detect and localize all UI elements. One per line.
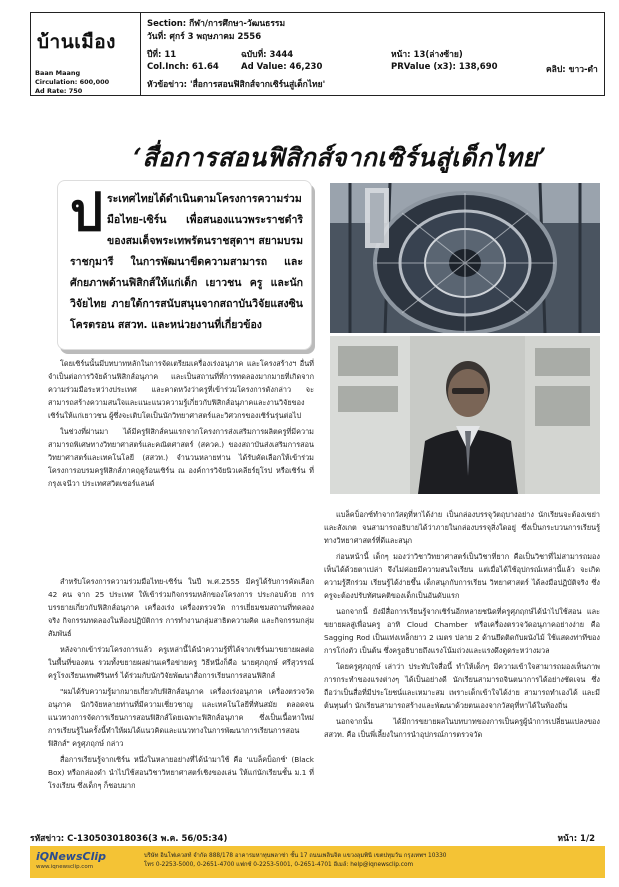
publication-en-name: Baan Maang	[35, 69, 81, 77]
body-column-1-lower	[48, 575, 314, 795]
teacher-portrait-photo	[330, 336, 600, 494]
footer-bar	[30, 846, 605, 878]
body-paragraph: นอกจากนั้น ได้มีการขยายผลในบทบาทของการเป็นครูผู้นำการเปลี่ยนแปลงของ สสวท. คือ เป็นพี่เลี้ยงในการนำอุปกรณ์การตรวจวัด	[324, 717, 600, 739]
body-paragraph: ก่อนหน้านี้ เด็กๆ มองว่าวิชาวิทยาศาสตร์เป็นวิชาที่ยาก คือเป็นวิชาที่ไม่สามารถมองเห็นได้ด้วยตาเปล่า จึงไม่ค่อยมีความสนใจเรียน แต่เมื่อได้ใช้อุปกรณ์เหล่านี้แล้ว จะเกิดความรู้สึกร่วม เรียนรู้ได้ง่ายขึ้น เด็กสนุกกับการเรียน วิทยาศาสตร์ ได้ลงมือปฏิบัติจริง ซึ่งครูจะต้องปรับทัศนคติของเด็กเป็นอันดับแรก	[324, 552, 600, 600]
clip-metadata	[141, 13, 604, 95]
body-paragraph: นอกจากนี้ ยังมีสื่อการเรียนรู้จากเซิร์นอีกหลายชนิดที่ครูศุภฤกษ์ได้นำไปใช้สอน และขยายผลสู่เพื่อนครู อาทิ Cloud Chamber หรือเครื่องตรวจวัดอนุภาคอย่างง่าย คือ Sagging Rod เป็นแท่งเหล็กยาว 2 เมตร ปลาย 2 ด้านยึดติดกับผนังไม้ ใช้แสดงท่าทีของการโก่งตัว เป็นต้น ซึ่งครูอธิบายถึงแรงโน้มถ่วงและแรงดึงดูดระหว่างมวล	[324, 607, 600, 655]
company-contact: โทร 0-2253-5000, 0-2651-4700 แฟกซ์ 0-2253-5001, 0-2651-4701 อีเมล์: help@iqnewsclip.com	[144, 862, 414, 868]
headline-field: หัวข้อข่าว: 'สื่อการสอนฟิสิกส์จากเซิร์นสู่เด็กไทย'	[147, 80, 326, 90]
year-field: ปีที่: 11	[147, 50, 177, 60]
body-column-1-upper	[48, 357, 314, 493]
iqnewsclip-logo[interactable]	[30, 846, 140, 878]
body-paragraph: โดยเซิร์นนั้นมีบทบาทหลักในการจัดเตรียมเครื่องเร่งอนุภาค และโครงสร้างฯ อื่นที่จำเป็นต่อการวิจัยด้านฟิสิกส์อนุภาค และเป็นสถานที่ที่การทดลองมากมายที่เกิดจากความร่วมมือระหว่างประเทศ และคาดหวังว่าครูที่เข้าร่วมโครงการดังกล่าว จะสามารถสร้างความสนใจและแนะแนวความรู้เกี่ยวกับฟิสิกส์อนุภาคและงานวิจัยของเซิร์นให้แก่เยาวชน ผู้ซึ่งจะเติบโตเป็นนักวิทยาศาสตร์และวิศวกรของเซิร์นรุ่นต่อไป	[48, 359, 314, 420]
ad-value-field: Ad Value: 46,230	[241, 62, 323, 72]
detector-illustration	[330, 183, 600, 333]
body-paragraph: หลังจากเข้าร่วมโครงการแล้ว ครูเหล่านี้ได้นำความรู้ที่ได้จากเซิร์นมาขยายผลต่อในพื้นที่ของตน รวมทั้งขยายผลผ่านเครือข่ายครู วิธีหนึ่งก็คือ นายศุภฤกษ์ ศรีสุวรรณ์ ครูโรงเรียนเทพศิรินทร์ ได้ร่วมกับนักวิจัยพัฒนาสื่อการเรียนการสอนฟิสิกส์	[48, 645, 314, 680]
drop-cap: ป	[70, 182, 104, 243]
date-field: วันที่: ศุกร์ 3 พฤษภาคม 2556	[147, 32, 262, 42]
body-paragraph: แบล็คบ็อกซ์ทำจากวัสดุที่หาได้ง่าย เป็นกล่องบรรจุวัตถุบางอย่าง นักเรียนจะต้องเขย่า และสังเกต จนสามารถอธิบายได้ว่าภายในกล่องบรรจุสิ่งใดอยู่ ซึ่งเป็นกระบวนการเรียนรู้ทางวิทยาศาสตร์ที่ดีและสนุก	[324, 510, 600, 545]
news-code: รหัสข่าว: C-130503018036(3 พ.ค. 56/05:34)	[30, 834, 228, 844]
publication-block	[31, 13, 141, 95]
company-address: บริษัท อินโฟเควสท์ จำกัด 888/178 อาคารมหาทุนพลาซ่า ชั้น 17 ถนนเพลินจิต แขวงลุมพินี เขตปทุมวัน กรุงเทพฯ 10330	[144, 853, 447, 859]
logo-text: iQNewsClip	[36, 850, 106, 863]
issue-field: ฉบับที่: 3444	[241, 50, 294, 60]
cern-detector-photo	[330, 183, 600, 333]
clip-type-field: คลิป: ขาว-ดำ	[546, 65, 598, 75]
logo-url: www.iqnewsclip.com	[36, 864, 94, 870]
clipping-header	[30, 12, 605, 96]
portrait-illustration	[330, 336, 600, 494]
publication-name: บ้านเมือง	[37, 31, 116, 53]
body-paragraph: สำหรับโครงการความร่วมมือไทย-เซิร์น ในปี พ.ศ.2555 มีครูได้รับการคัดเลือก 42 คน จาก 25 ประเทศ ให้เข้าร่วมกิจกรรมหลักของโครงการ ประกอบด้วย การบรรยายเกี่ยวกับฟิสิกส์อนุภาค เครื่องเร่ง เครื่องตรวจวัด การเยี่ยมชมสถานที่ทดลองจริง กิจกรรมทดลองในห้องปฏิบัติการ การทำงานกลุ่มสาธิตความคิด และกิจกรรมกลุ่มสัมพันธ์	[48, 577, 314, 638]
page-field: หน้า: 13(ล่างซ้าย)	[391, 50, 463, 60]
lead-box	[57, 180, 312, 350]
section-field: Section: กีฬา/การศึกษา-วัฒนธรรม	[147, 19, 286, 29]
ad-rate: Ad Rate: 750	[35, 87, 83, 95]
body-paragraph: โดยครูศุภฤกษ์ เล่าว่า ประทับใจสื่อนี้ ทำให้เด็กๆ มีความเข้าใจสามารถมองเห็นภาพการกระทำของแรงต่างๆ ได้เป็นอย่างดี นักเรียนสามารถจินตนาการได้อย่างชัดเจน ซึ่งถือว่าเป็นสื่อที่มีประโยชน์และเหมาะสม เพราะเด็กเข้าใจได้ง่าย สามารถทำเองได้ และมีต้นทุนต่ำ นักเรียนสามารถสร้างและพัฒนาด้วยตนเองจากวัสดุที่หาได้ในท้องถิ่น	[324, 662, 600, 710]
body-paragraph: สื่อการเรียนรู้จากเซิร์น หนึ่งในหลายอย่างที่ได้นำมาใช้ คือ 'แบล็คบ็อกซ์' (Black Box) หรือกล่องดำ นำไปใช้สอนวิชาวิทยาศาสตร์เชิงของเล่น ให้แก่นักเรียนชั้น ม.1 ที่โรงเรียน ซึ่งเด็กๆ ก็ชอบมาก	[48, 755, 314, 790]
lead-text: ระเทศไทยได้ดำเนินตามโครงการความร่วมมือไทย-เซิร์น เพื่อสนองแนวพระราชดำริของสมเด็จพระเทพรัตนราชสุดาฯ สยามบรมราชกุมารี ในการพัฒนาขีดความสามารถ และศักยภาพด้านฟิสิกส์ให้แก่เด็ก เยาวชน ครู และนักวิจัยไทย ภายใต้การสนับสนุนจากสถาบันวิจัยแสงซินโครตรอน สสวท. และหน่วยงานที่เกี่ยวข้อง	[70, 193, 303, 331]
publication-meta	[35, 69, 109, 96]
body-paragraph: "ผมได้รับความรู้มากมายเกี่ยวกับฟิสิกส์อนุภาค เครื่องเร่งอนุภาค เครื่องตรวจวัดอนุภาค นักวิจัยหลายท่านที่มีความเชี่ยวชาญ และเทคโนโลยีที่ทันสมัย ตลอดจนแนวทางการจัดการเรียนการสอนฟิสิกส์โดยเฉพาะฟิสิกส์อนุภาค ซึ่งเป็นเนื้อหาใหม่ การเรียนรู้ในครั้งนี้ทำให้ผมได้แนวคิดและแนวทางในการพัฒนาการเรียนการสอนฟิสิกส์" ครูศุภฤกษ์ กล่าว	[48, 687, 314, 748]
body-paragraph: ในช่วงที่ผ่านมา ได้มีครูฟิสิกส์คนแรกจากโครงการส่งเสริมการผลิตครูที่มีความสามารถพิเศษทางวิทยาศาสตร์และคณิตศาสตร์ (สควค.) ของสถาบันส่งเสริมการสอนวิทยาศาสตร์และเทคโนโลยี (สสวท.) จำนวนหลายท่าน ได้รับคัดเลือกให้เข้าร่วมโครงการอบรมครูฟิสิกส์ภาคฤดูร้อนเซิร์น ณ องค์การวิจัยนิวเคลียร์ยุโรป หรือเซิร์น ที่กรุงเจนีวา ประเทศสวิตเซอร์แลนด์	[48, 427, 314, 488]
circulation: Circulation: 600,000	[35, 78, 110, 86]
company-info	[140, 846, 605, 878]
col-inch-field: Col.Inch: 61.64	[147, 62, 219, 72]
page-number: หน้า: 1/2	[557, 834, 595, 844]
body-column-2	[324, 508, 600, 744]
pr-value-field: PRValue (x3): 138,690	[391, 62, 498, 72]
article-title: ‘สื่อการสอนฟิสิกส์จากเซิร์นสู่เด็กไทย’	[133, 143, 547, 172]
